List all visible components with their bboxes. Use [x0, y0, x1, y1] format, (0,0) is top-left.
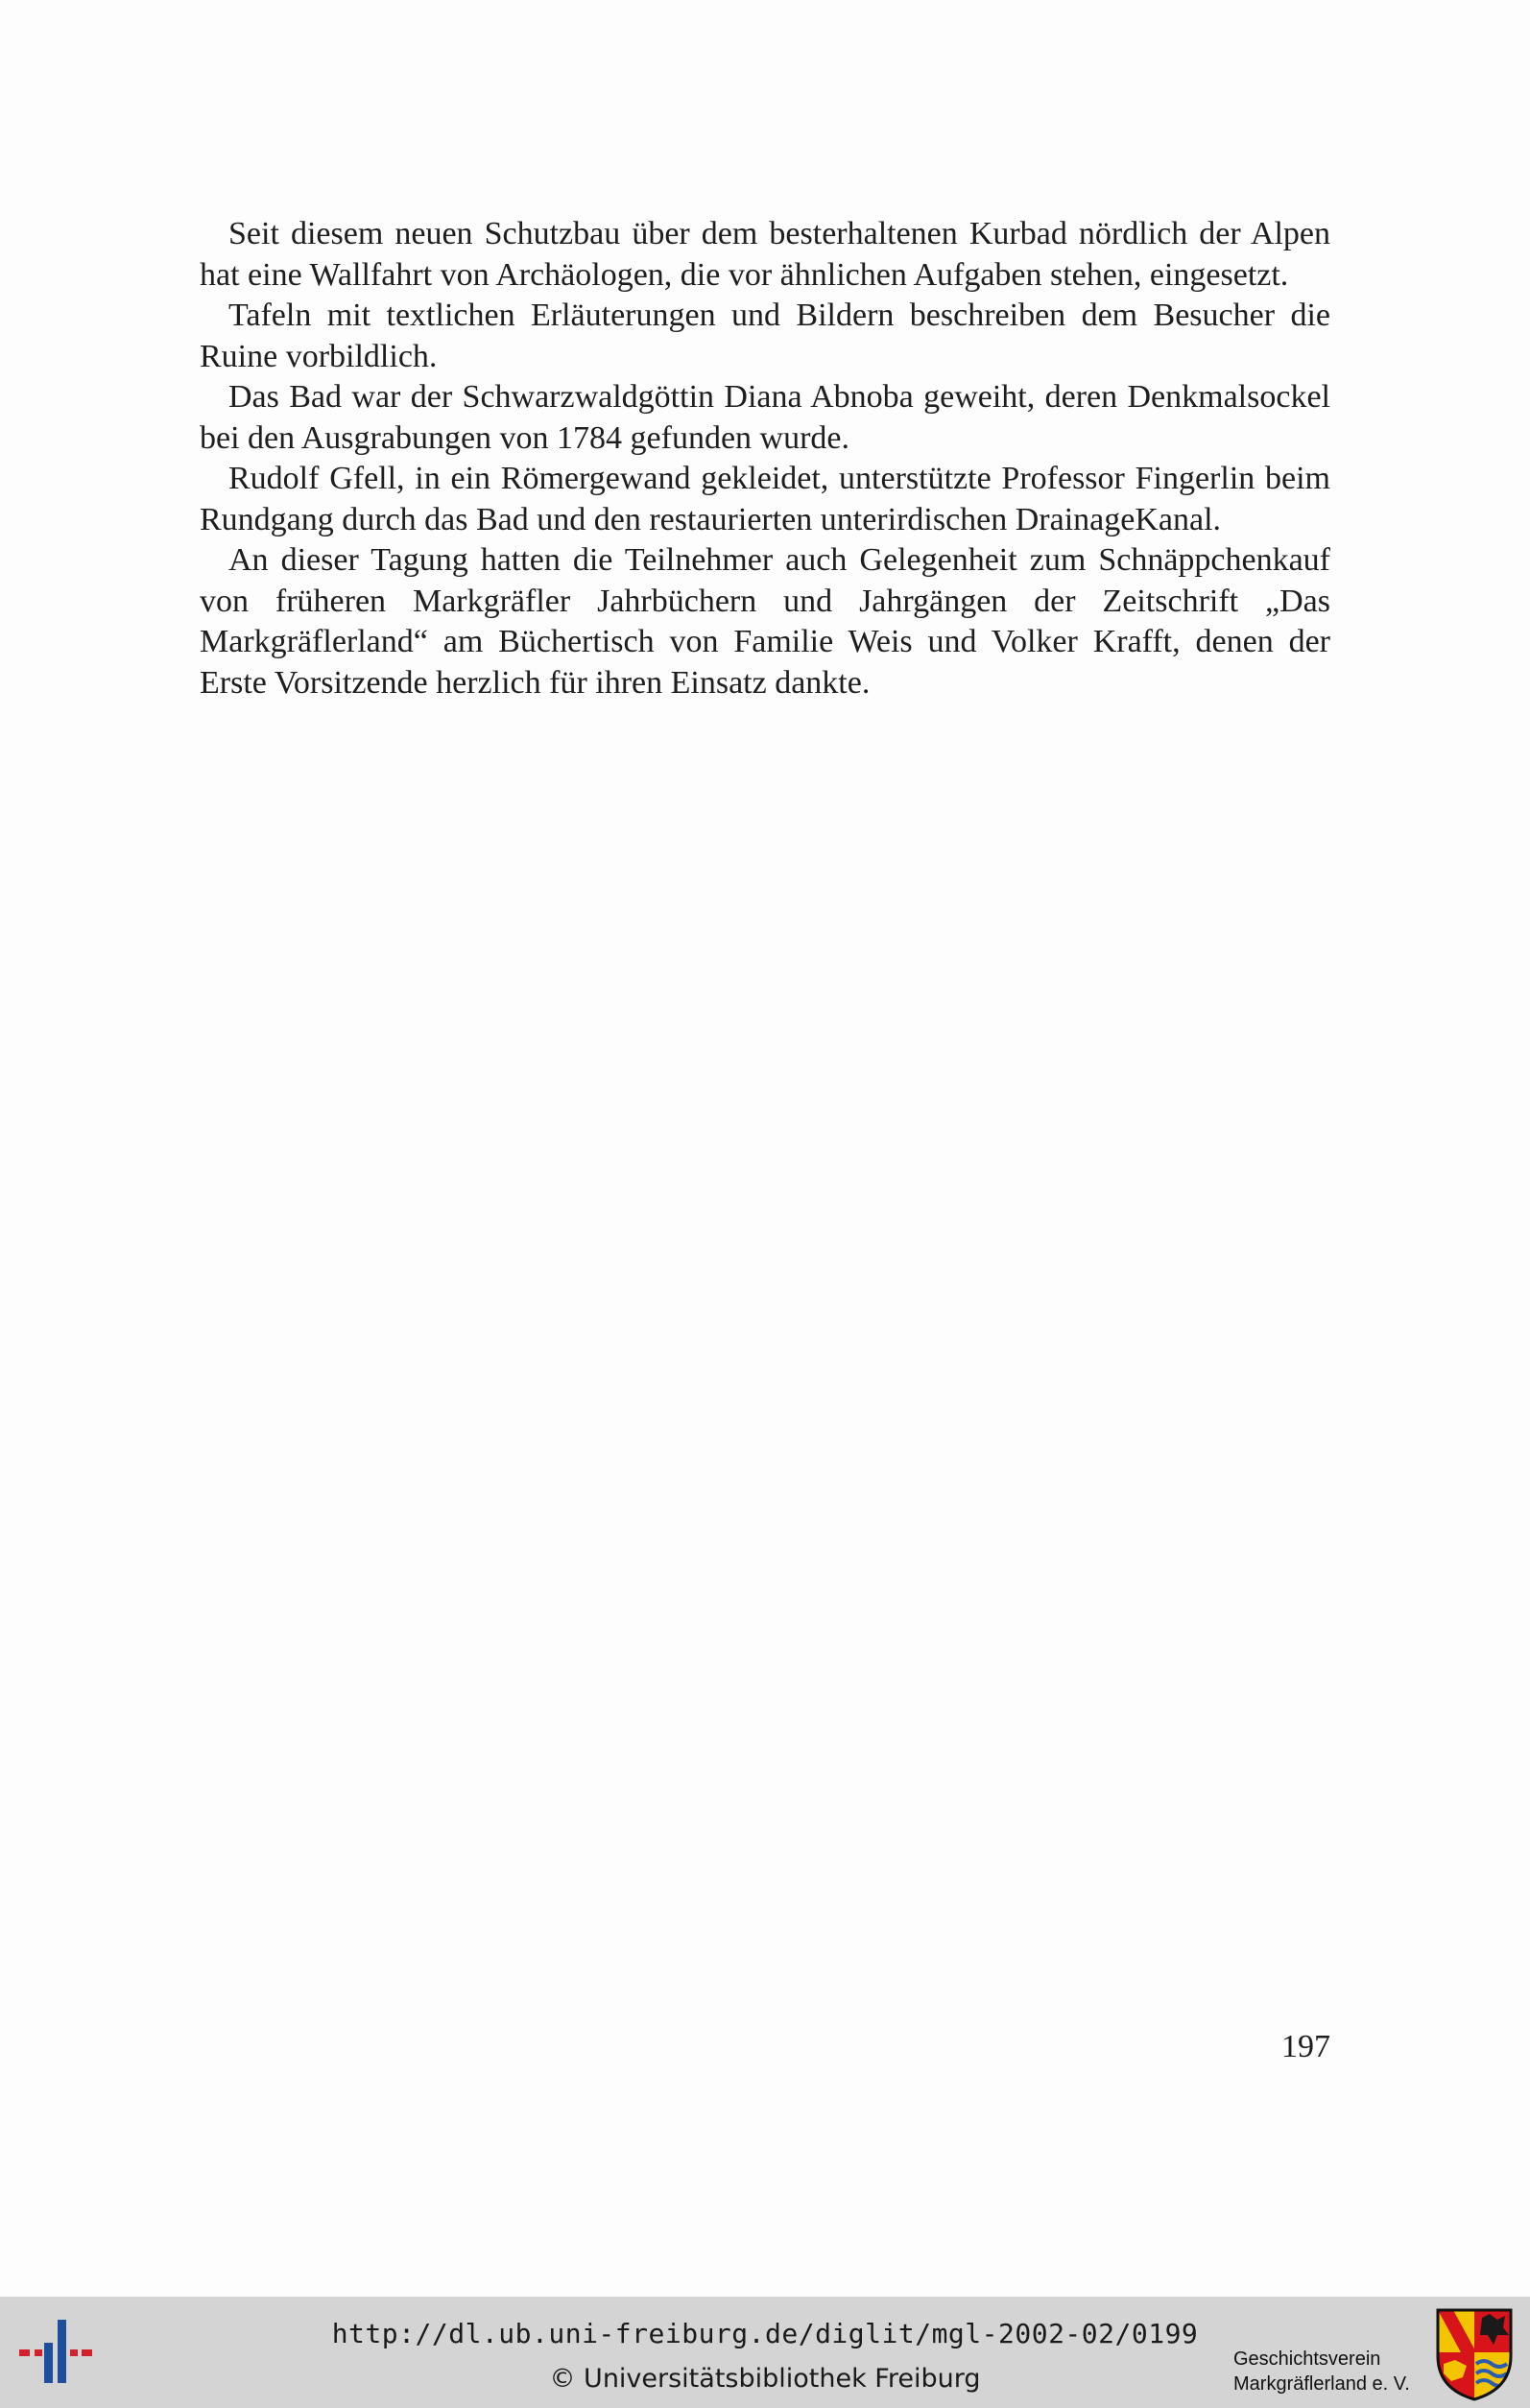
body-text: [200, 214, 1330, 703]
document-url[interactable]: http://dl.ub.uni-freiburg.de/diglit/mgl-2002-02/0199: [331, 2318, 1199, 2349]
paragraph: Das Bad war der Schwarzwaldgöttin Diana Abnoba geweiht, deren Denkmalsockel bei den Ausgrabungen von 1784 gefunden wurde.: [200, 379, 1330, 456]
society-name: [1233, 2347, 1410, 2396]
society-name-line: Geschichtsverein: [1233, 2348, 1381, 2370]
coat-of-arms-icon: [1434, 2306, 1515, 2402]
paragraph: Tafeln mit textlichen Erläuterungen und Bildern beschreiben dem Besucher die Ruine vorbildlich.: [200, 298, 1330, 374]
paragraph: An dieser Tagung hatten die Teilnehmer auch Gelegenheit zum Schnäppchenkauf von früheren Markgräfler Jahrbüchern und Jahrgängen der Zeitschrift „Das Markgräflerland“ am Büchertisch von Familie Weis und Volker Krafft, denen der Erste Vorsitzende herzlich für ihren Einsatz dankte.: [200, 542, 1330, 701]
page-number: 197: [1281, 2029, 1330, 2064]
society-name-line: Markgräflerland e. V.: [1233, 2373, 1410, 2395]
footer-bar: [0, 2297, 1530, 2408]
copyright-notice: © Universitätsbibliothek Freiburg: [549, 2364, 981, 2394]
paragraph: Rudolf Gfell, in ein Römergewand gekleidet, unterstützte Professor Fingerlin beim Rundgang durch das Bad und den restaurierten unterirdischen DrainageKanal.: [200, 461, 1330, 537]
paragraph: Seit diesem neuen Schutzbau über dem besterhaltenen Kurbad nördlich der Alpen hat eine Wallfahrt von Archäologen, die vor ähnlichen Aufgaben stehen, eingesetzt.: [200, 216, 1330, 293]
